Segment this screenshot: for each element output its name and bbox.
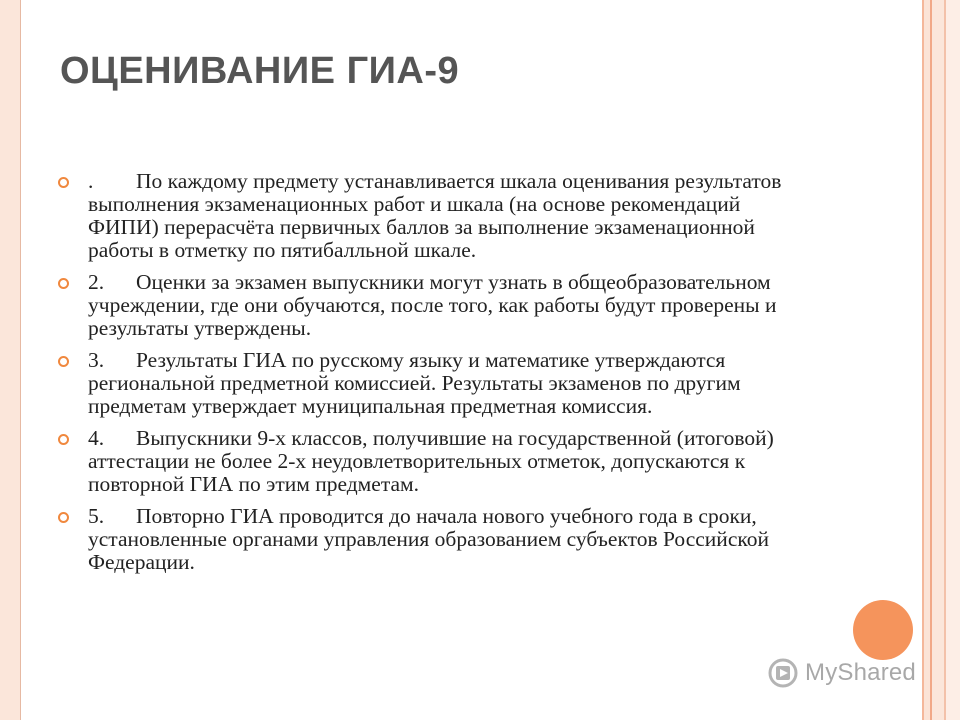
- bullet-circle-icon: [58, 278, 69, 289]
- item-text: Выпускники 9-х классов, получившие на государственной (итоговой) аттестации не более 2-х неудовлетворительных отметок, допускаются к повторной ГИА по этим предметам.: [88, 426, 774, 496]
- item-number: 4.: [88, 426, 105, 450]
- item-text: Оценки за экзамен выпускники могут узнать в общеобразовательном учреждении, где они обучаются, после того, как работы будут проверены и результаты утверждены.: [88, 270, 777, 340]
- list-item: [58, 349, 808, 418]
- left-margin-decoration: [0, 0, 20, 720]
- item-number: 3.: [88, 348, 105, 372]
- item-text: Результаты ГИА по русскому языку и математике утверждаются региональной предметной комиссией. Результаты экзаменов по другим предметам утверждает муниципальная предметная комиссия.: [88, 348, 741, 418]
- myshared-logo-icon: [766, 656, 800, 690]
- item-text: По каждому предмету устанавливается шкала оценивания результатов выполнения экзаменационных работ и шкала (на основе рекомендаций ФИПИ) перерасчёта первичных баллов за выполнение экзаменационной работы в отметку по пятибалльной шкале.: [88, 169, 782, 262]
- list-item: [58, 505, 808, 574]
- bullet-circle-icon: [58, 434, 69, 445]
- slide-title: ОЦЕНИВАНИЕ ГИА-9: [60, 50, 460, 92]
- item-text: Повторно ГИА проводится до начала нового учебного года в сроки, установленные органами управления образованием субъектов Российской Федерации.: [88, 504, 769, 574]
- bullet-circle-icon: [58, 512, 69, 523]
- myshared-watermark: [766, 656, 916, 690]
- item-number: .: [88, 169, 94, 193]
- bullet-circle-icon: [58, 177, 69, 188]
- orange-circle-decoration: [853, 600, 913, 660]
- list-item: [58, 427, 808, 496]
- bullet-list: [58, 170, 808, 583]
- left-margin-line: [20, 0, 21, 720]
- item-number: 5.: [88, 504, 105, 528]
- item-number: 2.: [88, 270, 105, 294]
- list-item: [58, 170, 808, 262]
- bullet-circle-icon: [58, 356, 69, 367]
- right-stripe-decoration: [918, 0, 960, 720]
- watermark-text: MyShared: [805, 659, 916, 686]
- list-item: [58, 271, 808, 340]
